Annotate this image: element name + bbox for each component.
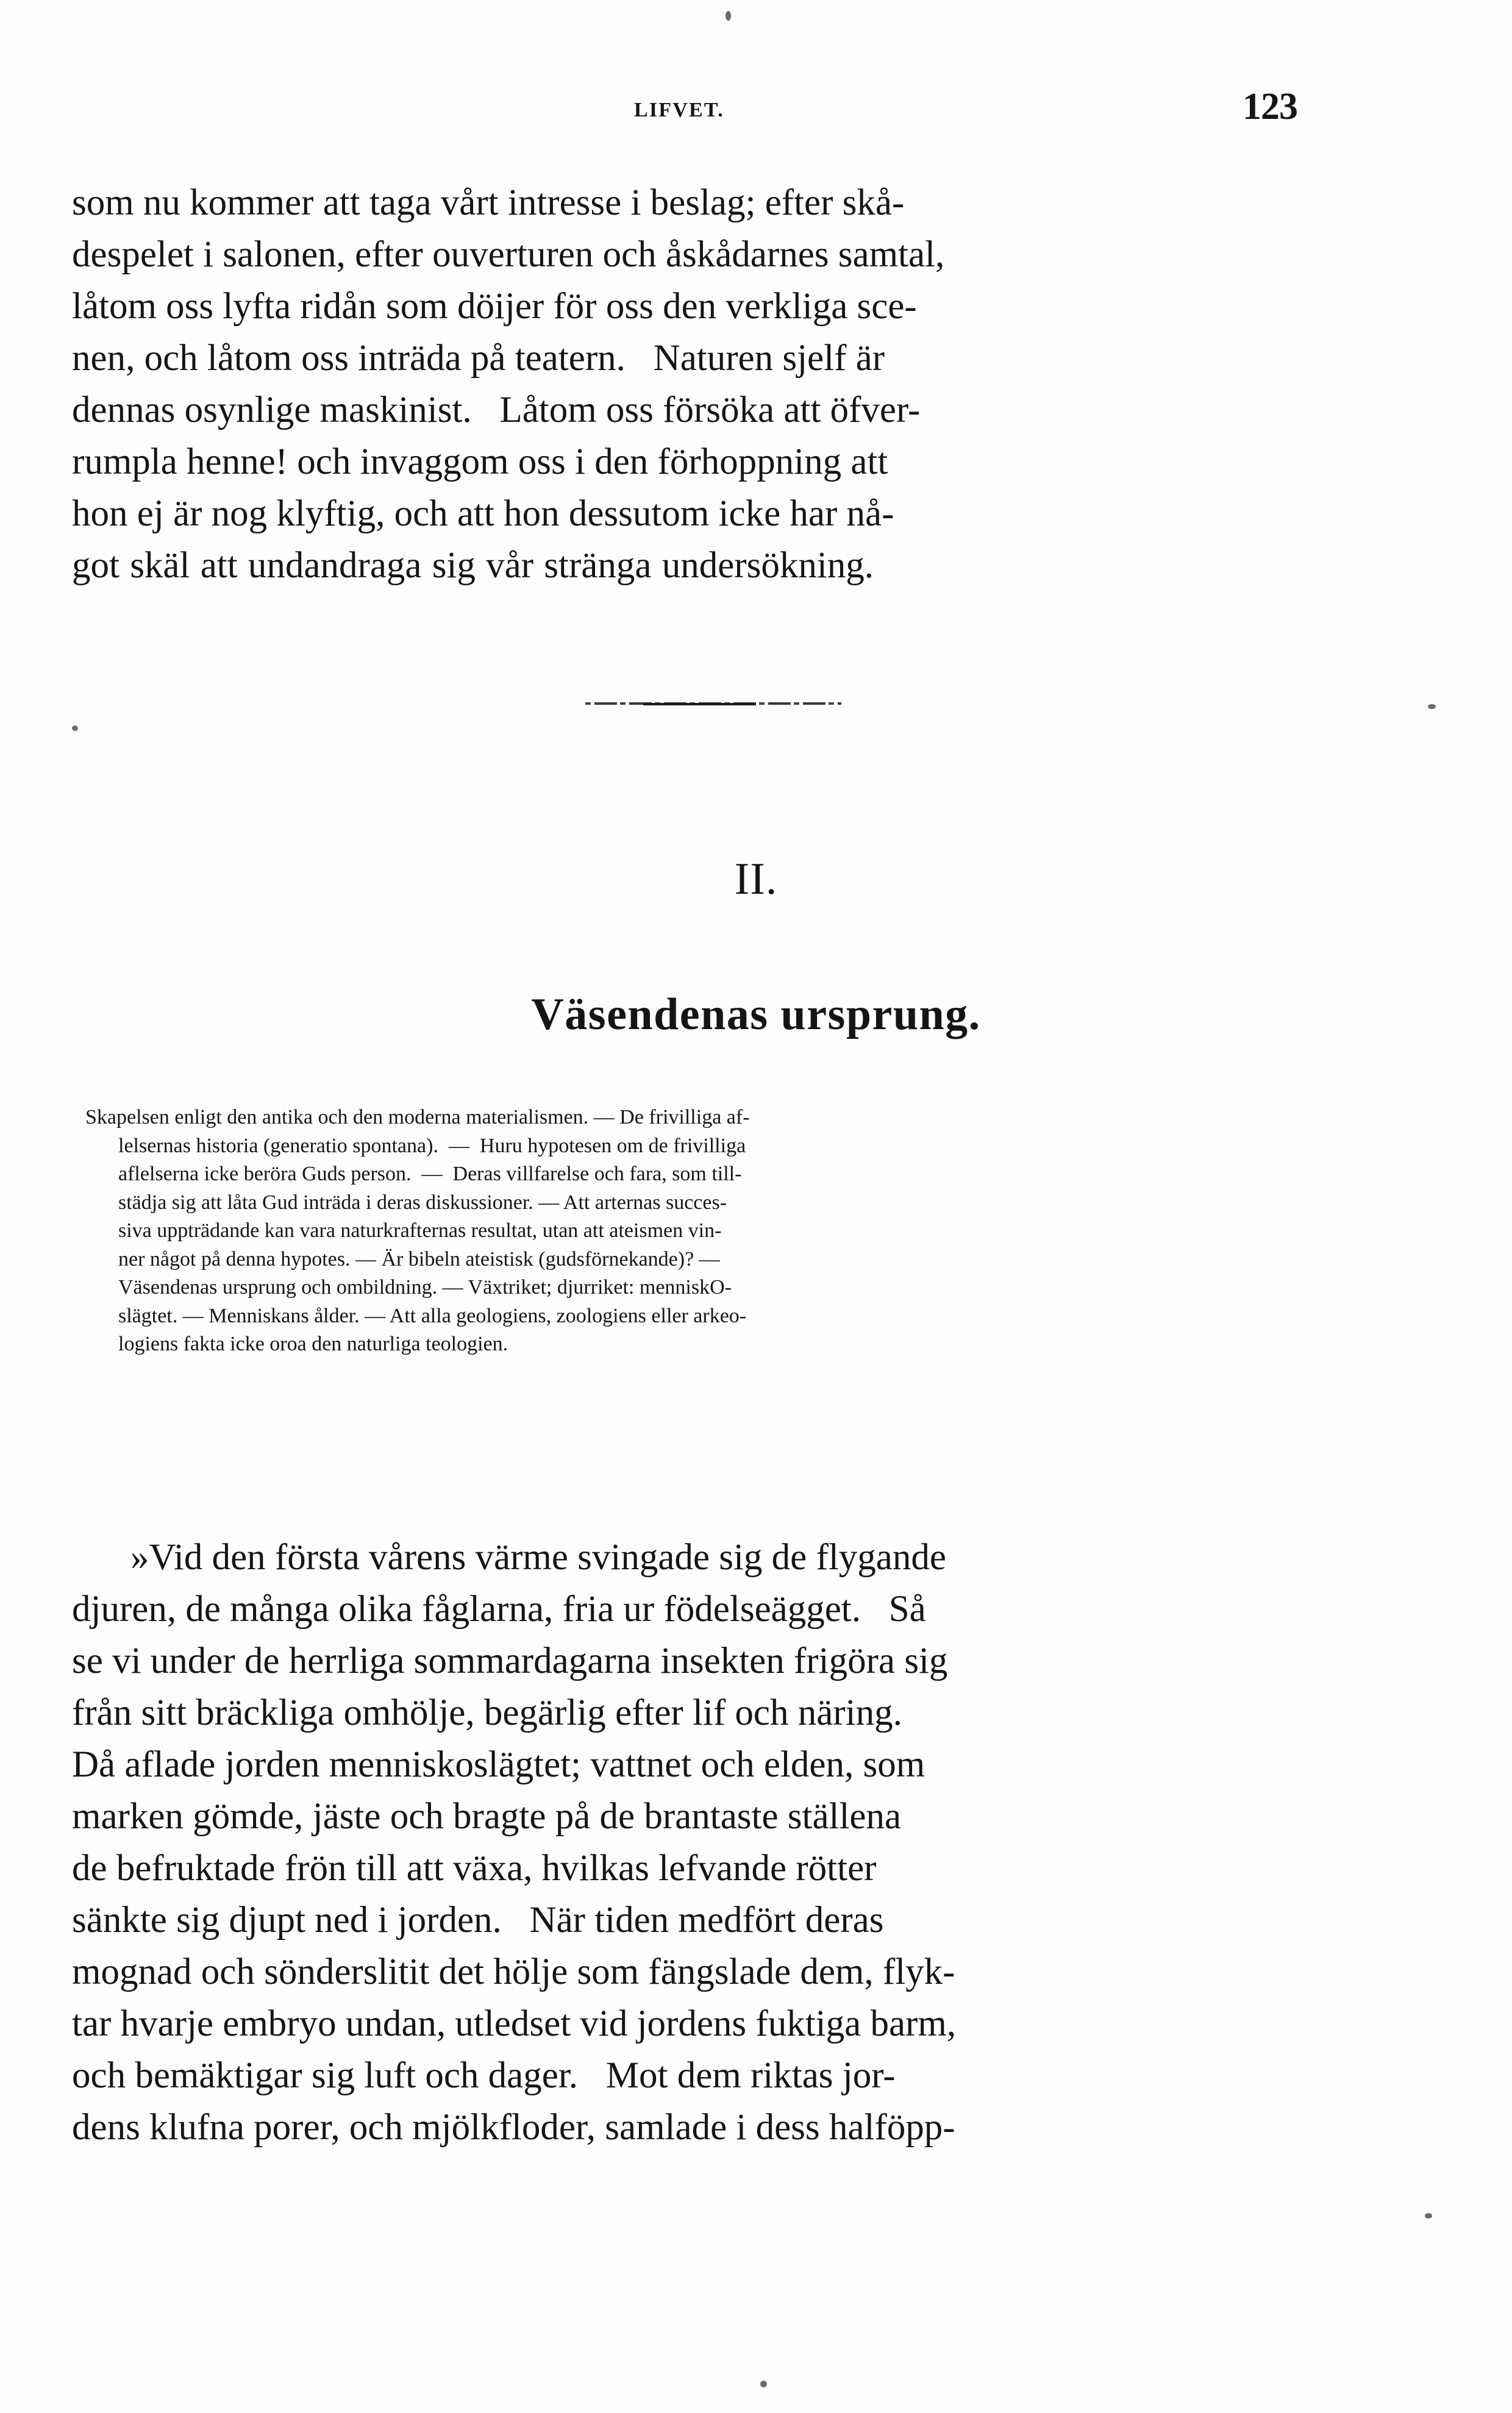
text-line: Skapelsen enligt den antika och den moderna materialismen. — De frivilliga af- [85, 1106, 750, 1128]
text-line: lelsernas historia (generatio spontana). — Huru hypotesen om de frivilliga [118, 1134, 746, 1157]
text-line: sänkte sig djupt ned i jorden. När tiden medfört deras [72, 1900, 884, 1941]
text-line: got skäl att undandraga sig vår stränga undersökning. [72, 545, 874, 586]
page-number: 123 [1243, 86, 1297, 127]
paragraph-continued [72, 177, 1435, 591]
text-line: dens klufna porer, och mjölkfloder, samlade i dess halföpp- [72, 2107, 955, 2148]
chapter-summary-argument [85, 1103, 1427, 1359]
text-line: från sitt bräckliga omhölje, begärlig efter lif och näring. [72, 1692, 902, 1733]
text-line: dennas osynlige maskinist. Låtom oss försöka att öfver- [72, 390, 921, 430]
text-line: Då aflade jorden menniskoslägtet; vattnet och elden, som [72, 1744, 925, 1785]
text-line: aflelserna icke beröra Guds person. — Deras villfarelse och fara, som till- [118, 1163, 742, 1185]
text-line: ner något på denna hypotes. — Är bibeln ateistisk (gudsförnekande)? — [118, 1247, 720, 1271]
text-line: städja sig att låta Gud inträda i deras diskussioner. — Att arternas succes- [118, 1191, 727, 1214]
text-line: som nu kommer att taga vårt intresse i beslag; efter skå- [72, 182, 905, 223]
text-line: låtom oss lyfta ridån som döijer för oss den verkliga sce- [72, 286, 917, 327]
text-line: mognad och sönderslitit det hölje som fängslade dem, flyk- [72, 1951, 955, 1992]
scan-speck [1425, 2213, 1432, 2219]
scan-speck [1428, 704, 1436, 709]
scan-speck [72, 725, 78, 731]
running-head-title: LIFVET. [634, 99, 724, 121]
paragraph-quotation [72, 1531, 1435, 2153]
text-line: tar hvarje embryo undan, utledset vid jordens fuktiga barm, [72, 2003, 957, 2044]
chapter-number: II. [734, 854, 778, 904]
text-line: de befruktade frön till att växa, hvilkas lefvande rötter [72, 1848, 877, 1889]
text-line: »Vid den första vårens värme svingade sig de flygande [130, 1537, 946, 1578]
text-line: djuren, de många olika fåglarna, fria ur födelseägget. Så [72, 1589, 926, 1630]
chapter-title: Väsendenas ursprung. [531, 989, 981, 1039]
text-line: marken gömde, jäste och bragte på de brantaste ställena [72, 1796, 902, 1837]
section-divider-rule-solid [643, 703, 756, 705]
text-line: logiens fakta icke oroa den naturliga teologien. [118, 1333, 508, 1355]
text-line: rumpla henne! och invaggom oss i den förhoppning att [72, 441, 888, 482]
scan-speck [760, 2381, 767, 2387]
text-line: Väsendenas ursprung och ombildning. — Växtriket; djurriket: menniskO- [118, 1276, 732, 1299]
text-line: nen, och låtom oss inträda på teatern. Naturen sjelf är [72, 338, 885, 379]
text-line: hon ej är nog klyftig, och att hon dessutom icke har nå- [72, 493, 894, 534]
text-line: despelet i salonen, efter ouverturen och åskådarnes samtal, [72, 234, 945, 275]
scan-speck [726, 11, 731, 21]
text-line: och bemäktigar sig luft och dager. Mot dem riktas jor- [72, 2055, 896, 2096]
text-line: siva uppträdande kan vara naturkrafternas resultat, utan att ateismen vin- [118, 1219, 722, 1242]
running-head [0, 86, 1512, 133]
text-line: slägtet. — Menniskans ålder. — Att alla geologiens, zoologiens eller arkeo- [118, 1304, 747, 1327]
text-line: se vi under de herrliga sommardagarna insekten frigöra sig [72, 1641, 948, 1681]
